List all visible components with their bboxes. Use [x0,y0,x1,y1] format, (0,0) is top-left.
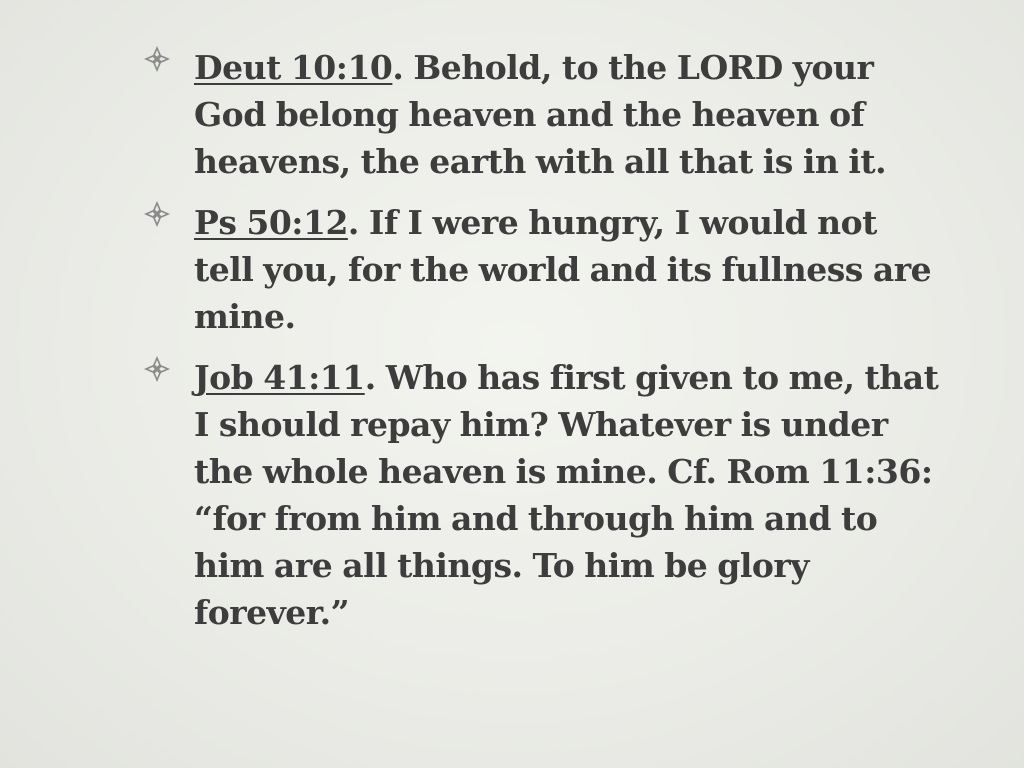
bullet-item [140,354,940,636]
scripture-text: . If I were hungry, I would not tell you, for the world and its fullness are mine. [194,203,932,336]
scripture-text: . Who has first given to me, that I should repay him? Whatever is under the whole heaven is mine. Cf. Rom 11:36: “for from him and through him and to him are all things. To him be glory forever.” [194,358,939,632]
scripture-text: . Behold, to the LORD your God belong heaven and the heaven of heavens, the earth with all that is in it. [194,48,887,181]
diamond-petals-icon [144,46,170,72]
diamond-petals-icon [144,201,170,227]
bullet-item [140,44,940,185]
scripture-reference: Ps 50:12 [194,203,348,242]
scripture-reference: Deut 10:10 [194,48,393,87]
bullet-item [140,199,940,340]
diamond-petals-icon [144,356,170,382]
scripture-reference: Job 41:11 [194,358,365,397]
bullet-list [140,44,940,650]
